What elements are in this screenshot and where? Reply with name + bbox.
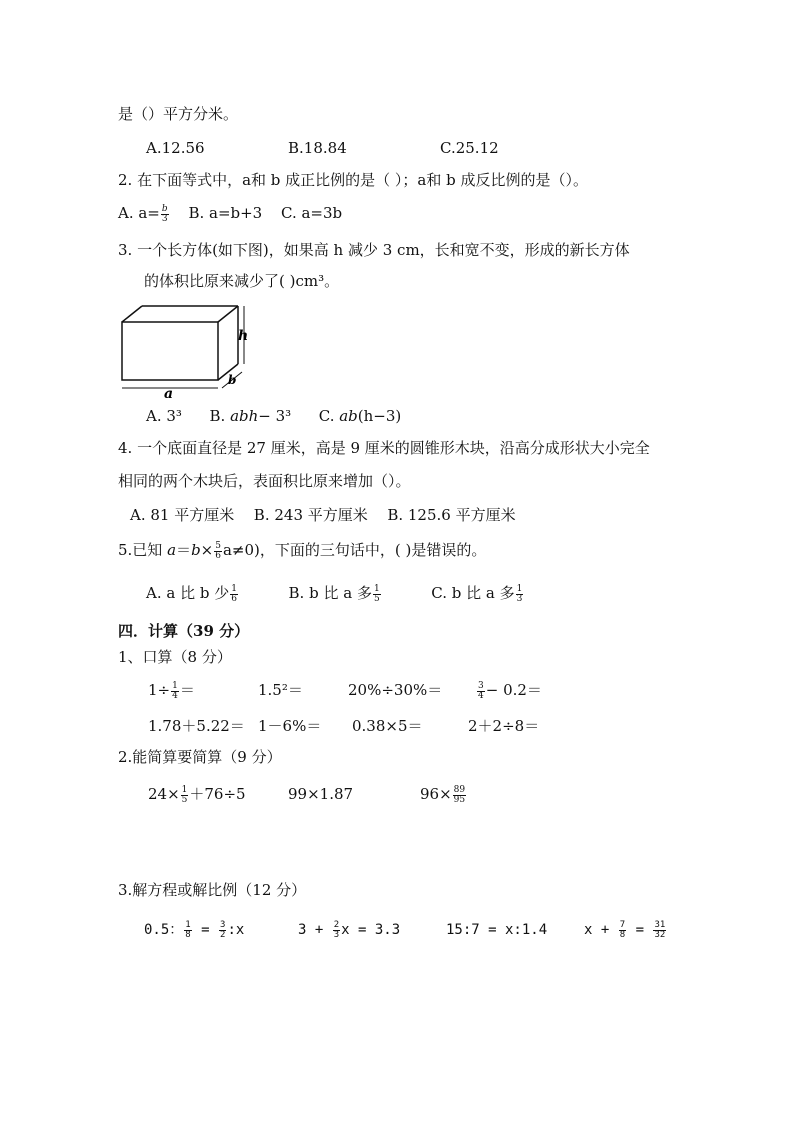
mental-calc-5: 1.78＋5.22＝ xyxy=(148,717,245,735)
q5-option-b-text: b 比 a 多 xyxy=(309,584,372,602)
calc-fraction xyxy=(453,786,466,805)
q4-option-b: B. 243 平方厘米 xyxy=(253,506,368,524)
q3-stem-line1: 3. 一个长方体(如下图)，如果高 h 减少 3 cm，长和宽不变，形成的新长方体 xyxy=(118,241,630,259)
fraction-numerator: 2 xyxy=(333,919,340,930)
calc-text: 24× xyxy=(148,785,180,803)
q3-option-c-prefix: C. xyxy=(318,407,340,425)
mental-calc-3: 20%÷30%＝ xyxy=(348,681,443,699)
label-h: h xyxy=(238,328,249,344)
q5-times: × xyxy=(200,541,214,559)
mental-calc-8: 2＋2÷8＝ xyxy=(468,717,540,735)
fraction-denominator: 32 xyxy=(654,929,666,940)
calc-text: 0.5： xyxy=(144,922,184,938)
q5-fraction xyxy=(214,542,222,561)
fraction-denominator: 5 xyxy=(181,794,188,805)
fraction-denominator: 6 xyxy=(215,550,221,561)
q3-option-b-rest: − 3³ xyxy=(258,407,292,425)
q5-rest: a≠0)，下面的三句话中，( )是错误的。 xyxy=(222,541,487,559)
cuboid-edge xyxy=(122,306,142,322)
cuboid-front-face xyxy=(122,322,218,380)
calc-text: ＝ xyxy=(179,681,195,699)
label-a: a xyxy=(164,386,174,400)
calc-fraction xyxy=(184,921,191,940)
calc-text: = xyxy=(192,922,219,938)
q1-option-a: A.12.56 xyxy=(146,139,205,157)
calc-text: x = 3.3 xyxy=(341,922,401,938)
calc-text: 96× xyxy=(420,785,452,803)
calc-text: = xyxy=(627,922,653,938)
fraction-numerator: 89 xyxy=(453,784,466,795)
q5-option-c-fraction xyxy=(516,585,524,604)
q5-option-b-fraction xyxy=(373,585,381,604)
part-3-title: 3.解方程或解比例（12 分） xyxy=(118,881,307,899)
q5-prefix: 5.已知 xyxy=(118,541,168,559)
fraction-numerator: 7 xyxy=(619,919,626,930)
mental-calc-6: 1－6%＝ xyxy=(258,717,322,735)
q3-option-c-var: ab xyxy=(339,407,358,425)
q5-option-a-fraction xyxy=(230,585,238,604)
fraction-denominator: 2 xyxy=(220,929,226,940)
section-4-heading: 四．计算（39 分） xyxy=(118,622,250,640)
calc-text: − 0.2＝ xyxy=(485,681,542,699)
fraction-numerator: 31 xyxy=(654,919,666,930)
calc-fraction xyxy=(477,682,485,701)
part-1-title: 1、口算（8 分） xyxy=(118,648,232,666)
fraction-numerator: 1 xyxy=(231,583,237,594)
cuboid-edge xyxy=(218,306,238,322)
fraction-numerator: 3 xyxy=(478,680,484,691)
q2-option-a-fraction xyxy=(161,205,169,224)
fraction-numerator: 1 xyxy=(516,583,523,594)
q2-option-a-prefix: A. a= xyxy=(118,204,160,222)
equation-2 xyxy=(298,920,400,940)
equation-4 xyxy=(584,920,667,940)
fraction-denominator: 95 xyxy=(453,794,466,805)
q2-option-b: B. a=b+3 xyxy=(188,204,263,222)
q5-stem xyxy=(118,540,486,561)
q3-option-b-var: abh xyxy=(230,407,259,425)
fraction-denominator: 3 xyxy=(333,929,340,940)
fraction-denominator: 4 xyxy=(478,690,484,701)
q4-option-a: A. 81 平方厘米 xyxy=(130,506,235,524)
fraction-denominator: 8 xyxy=(619,929,626,940)
fraction-numerator: 5 xyxy=(215,540,221,551)
calc-fraction xyxy=(219,921,226,940)
equation-1 xyxy=(144,920,244,940)
q5-option-a-text: a 比 b 少 xyxy=(166,584,230,602)
q3-option-a: A. 3³ xyxy=(146,407,182,425)
q5-options xyxy=(146,583,524,604)
q5-var-a: a xyxy=(167,541,177,559)
q4-option-c: B. 125.6 平方厘米 xyxy=(387,506,516,524)
fraction-denominator: 6 xyxy=(231,593,237,604)
calc-fraction xyxy=(333,921,340,940)
q3-options xyxy=(146,406,401,426)
q1-option-c: C.25.12 xyxy=(440,139,499,157)
calc-text: 3 + xyxy=(298,922,332,938)
fraction-numerator: b xyxy=(161,203,168,214)
label-b: b xyxy=(228,373,237,387)
fraction-numerator: 1 xyxy=(185,919,191,930)
q2-option-c: C. a=3b xyxy=(281,204,343,222)
simplify-3 xyxy=(420,784,467,805)
fraction-denominator: 3 xyxy=(161,213,168,224)
q4-options xyxy=(130,505,516,525)
q1-option-b: B.18.84 xyxy=(288,139,347,157)
fraction-denominator: 8 xyxy=(185,929,191,940)
q3-stem-line2: 的体积比原来减少了( )cm³。 xyxy=(144,272,340,290)
q3-option-c-rest: (h−3) xyxy=(357,407,402,425)
q5-option-c-text: b 比 a 多 xyxy=(451,584,515,602)
q2-stem: 2. 在下面等式中，a和 b 成正比例的是（ ）；a和 b 成反比例的是（）。 xyxy=(118,171,589,189)
q4-stem-line1: 4. 一个底面直径是 27 厘米，高是 9 厘米的圆锥形木块，沿高分成形状大小完全 xyxy=(118,439,650,457)
simplify-2: 99×1.87 xyxy=(288,785,354,803)
calc-text: :x xyxy=(227,922,245,938)
q2-options xyxy=(118,203,342,224)
fraction-numerator: 1 xyxy=(181,784,188,795)
fraction-denominator: 3 xyxy=(516,593,523,604)
q5-var-b: b xyxy=(191,541,201,559)
q5-option-a-prefix: A. xyxy=(146,584,167,602)
calc-fraction xyxy=(653,921,666,940)
q5-equals: ＝ xyxy=(176,541,192,559)
calc-text: ＋76÷5 xyxy=(189,785,246,803)
calc-text: x + xyxy=(584,922,618,938)
calc-fraction xyxy=(171,682,179,701)
mental-calc-2: 1.5²＝ xyxy=(258,681,303,699)
calc-fraction xyxy=(619,921,626,940)
mental-calc-4 xyxy=(476,680,542,701)
cuboid-figure xyxy=(112,300,262,400)
simplify-1 xyxy=(148,784,246,805)
mental-calc-7: 0.38×5＝ xyxy=(352,717,423,735)
calc-text: 1÷ xyxy=(148,681,171,699)
q5-option-c-prefix: C. xyxy=(431,584,452,602)
equation-3: 15:7 = x:1.4 xyxy=(446,922,548,938)
fraction-denominator: 4 xyxy=(172,690,178,701)
fraction-numerator: 1 xyxy=(373,583,380,594)
q1-continuation: 是（）平方分米。 xyxy=(118,105,239,123)
fraction-numerator: 1 xyxy=(172,680,178,691)
fraction-denominator: 5 xyxy=(373,593,380,604)
calc-fraction xyxy=(181,786,189,805)
q5-option-b-prefix: B. xyxy=(288,584,310,602)
q4-stem-line2: 相同的两个木块后，表面积比原来增加（）。 xyxy=(118,472,411,490)
mental-calc-1 xyxy=(148,680,195,701)
fraction-numerator: 3 xyxy=(220,919,226,930)
part-2-title: 2.能简算要简算（9 分） xyxy=(118,748,282,766)
q3-option-b-prefix: B. xyxy=(209,407,231,425)
